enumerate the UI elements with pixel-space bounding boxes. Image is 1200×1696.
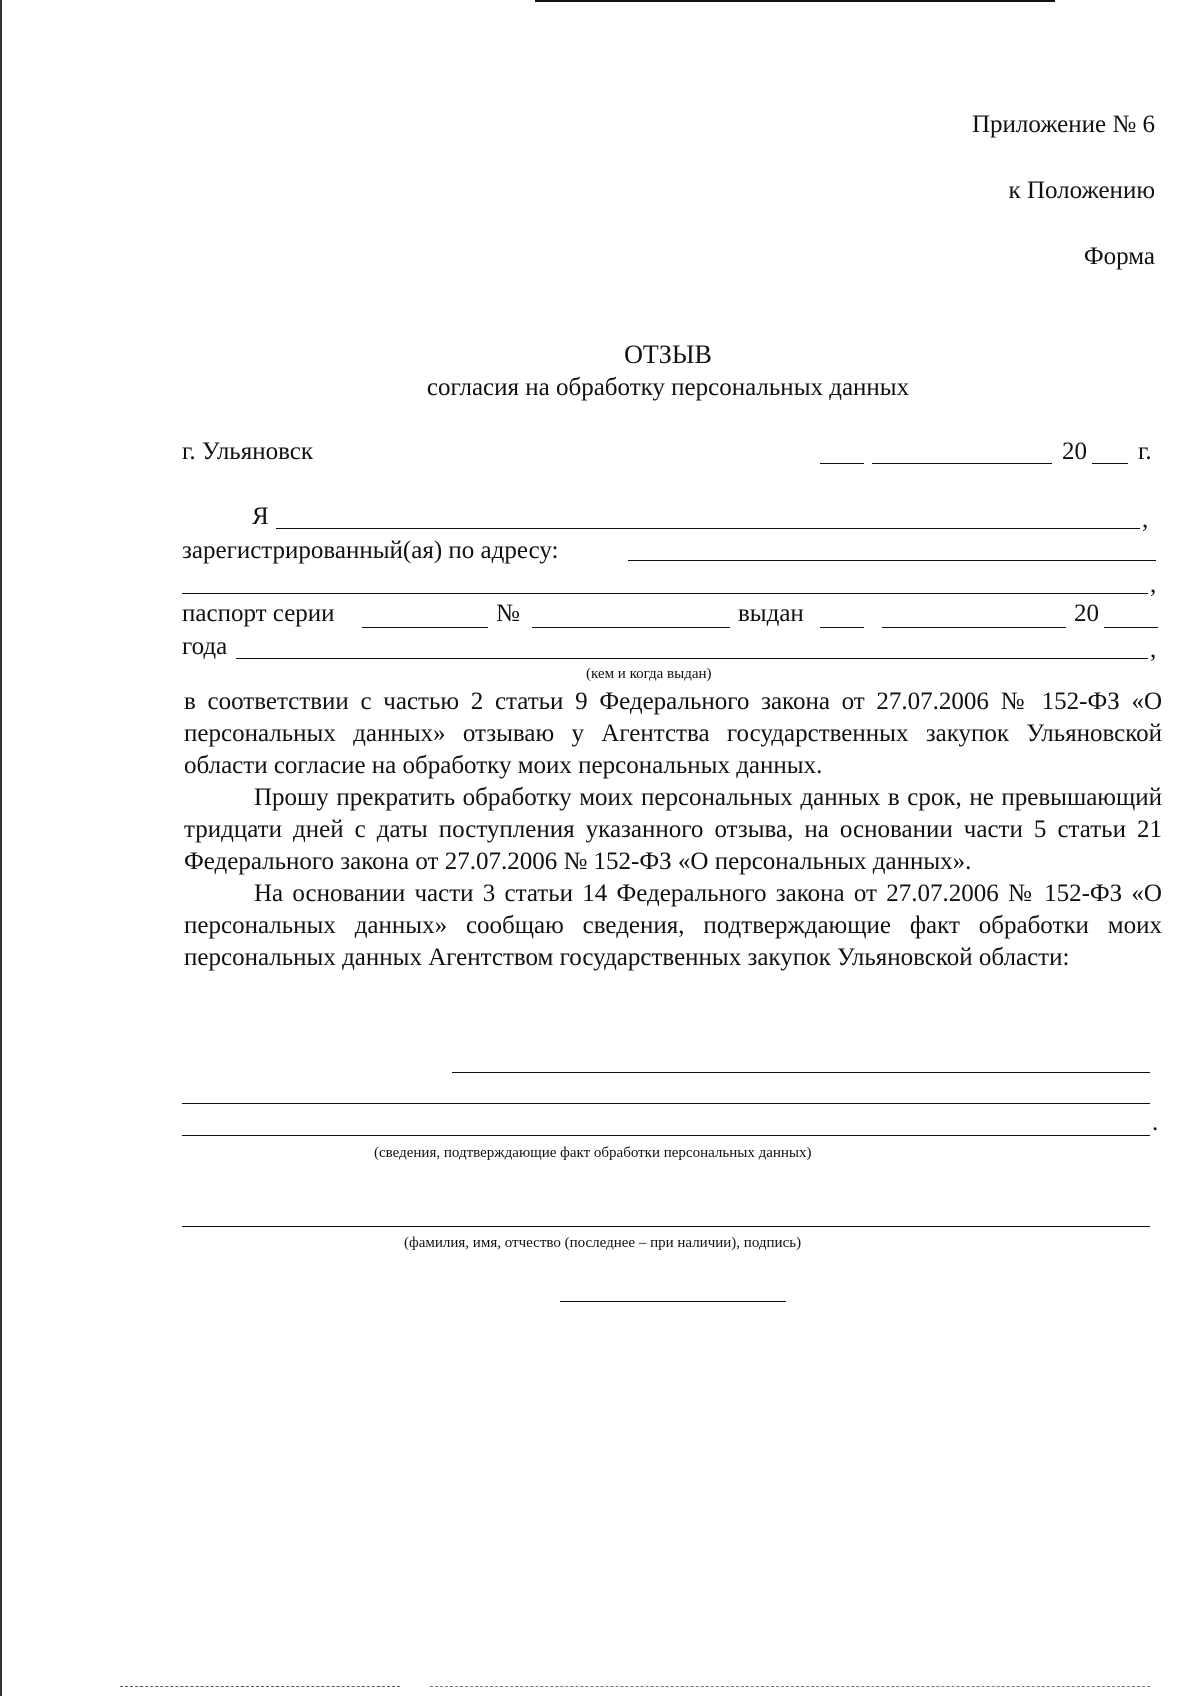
appendix-label: Приложение № 6 xyxy=(971,111,1155,138)
evidence-line-3[interactable] xyxy=(182,1135,1150,1136)
address-comma: , xyxy=(1150,571,1157,598)
issued-by-caption: (кем и когда выдан) xyxy=(586,666,712,682)
issued-label: выдан xyxy=(738,600,804,627)
date-year-prefix: 20 xyxy=(1062,438,1087,465)
paragraph-request: Прошу прекратить обработку моих персональных данных в срок, не превышающий тридцати дней с даты поступления указанного отзыва, на основании части 5 статьи 21 Федерального закона от 27.07.2006 № 152-ФЗ «О персональных данных». xyxy=(184,784,1162,875)
address-line-2[interactable] xyxy=(182,593,1148,594)
passport-number-label: № xyxy=(496,600,520,627)
scan-edge-top xyxy=(535,0,1055,2)
issued-year-prefix: 20 xyxy=(1074,600,1099,627)
i-label: Я xyxy=(252,503,269,530)
date-day-line[interactable] xyxy=(820,463,864,464)
issued-by-line[interactable] xyxy=(236,658,1148,659)
evidence-period: . xyxy=(1152,1109,1159,1136)
registered-label: зарегистрированный(ая) по адресу: xyxy=(182,537,559,564)
passport-series-line[interactable] xyxy=(362,627,488,628)
regulation-label: к Положению xyxy=(1008,177,1155,204)
signature-caption: (фамилия, имя, отчество (последнее – при наличии), подпись) xyxy=(404,1235,802,1251)
issued-year-line[interactable] xyxy=(1104,627,1158,628)
paragraph-evidence: На основании части 3 статьи 14 Федерального закона от 27.07.2006 № 152-ФЗ «О персональных данных» сообщаю сведения, подтверждающие факт обработки моих персональных данных Агентством государственных закупок Ульяновской области: xyxy=(184,880,1162,971)
city-label: г. Ульяновск xyxy=(182,438,313,465)
passport-number-line[interactable] xyxy=(532,627,730,628)
issued-month-line[interactable] xyxy=(882,627,1066,628)
scan-edge-bottom-1 xyxy=(120,1686,400,1687)
closing-separator xyxy=(560,1301,786,1302)
evidence-line-1[interactable] xyxy=(452,1072,1150,1073)
form-label: Форма xyxy=(1083,243,1155,270)
evidence-caption: (сведения, подтверждающие факт обработки персональных данных) xyxy=(374,1145,812,1161)
address-line-1[interactable] xyxy=(628,560,1156,561)
date-month-line[interactable] xyxy=(872,463,1052,464)
evidence-line-2[interactable] xyxy=(182,1103,1150,1104)
year-label: года xyxy=(182,633,228,660)
body-text xyxy=(184,686,1162,974)
scan-edge-bottom-2 xyxy=(430,1686,1150,1687)
document-subtitle: согласия на обработку персональных данных xyxy=(426,374,910,401)
issued-by-comma: , xyxy=(1150,636,1157,663)
scan-edge-left xyxy=(0,0,2,1696)
date-year-line[interactable] xyxy=(1092,463,1128,464)
date-year-suffix: г. xyxy=(1138,438,1152,465)
issued-day-line[interactable] xyxy=(820,627,864,628)
signature-line[interactable] xyxy=(182,1226,1150,1227)
paragraph-withdrawal: в соответствии с частью 2 статьи 9 Федерального закона от 27.07.2006 № 152-ФЗ «О персональных данных» отзываю у Агентства государственных закупок Ульяновской области согласие на обработку моих персональных данных. xyxy=(184,688,1162,779)
full-name-comma: , xyxy=(1142,506,1149,533)
document-title: ОТЗЫВ xyxy=(624,340,712,369)
full-name-line[interactable] xyxy=(276,528,1140,529)
passport-series-label: паспорт серии xyxy=(182,600,335,627)
